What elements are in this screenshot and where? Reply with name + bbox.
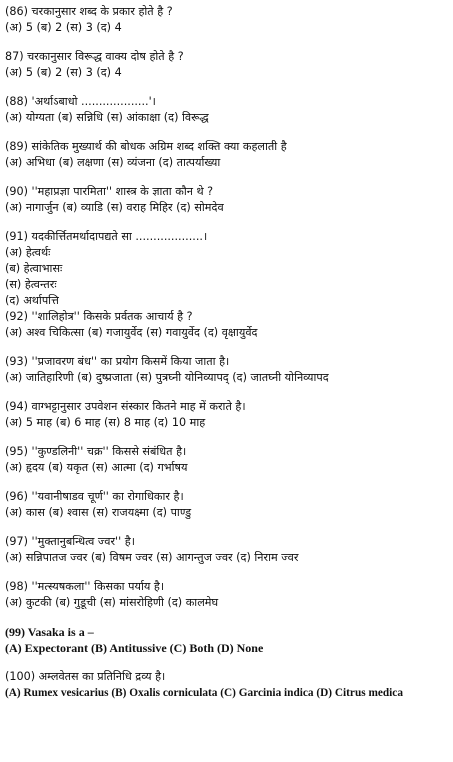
question-87 [5, 49, 451, 81]
answer-options: (A) Rumex vesicarius (B) Oxalis corniculata (C) Garcinia indica (D) Citrus medica [5, 687, 403, 699]
question-text: (97) ''मुक्तानुबन्धित्व ज्वर'' है। [5, 535, 135, 548]
question-89 [5, 139, 451, 171]
answer-options: (A) Expectorant (B) Antitussive (C) Both (D) None [5, 641, 264, 655]
answer-options: (अ) जातिहारिणी (ब) दुष्प्रजाता (स) पुत्रघ्नी योनिव्यापद् (द) जातघ्नी योनिव्यापद [5, 371, 329, 384]
question-88 [5, 94, 451, 126]
question-text: (93) ''प्रजावरण बंध'' का प्रयोग किसमें किया जाता है। [5, 355, 230, 368]
question-91 [5, 229, 451, 309]
question-92 [5, 309, 451, 341]
question-text: (99) Vasaka is a – [5, 625, 94, 639]
answer-options: (अ) योग्यता (ब) सन्निधि (स) आंकाक्षा (द) विरूद्ध [5, 111, 209, 124]
question-text: (89) सांकेतिक मुख्यार्थ की बोधक अग्रिम शब्द शक्ति क्या कहलाती है [5, 140, 287, 153]
answer-options: (अ) अभिधा (ब) लक्षणा (स) व्यंजना (द) तात्पर्याख्या [5, 156, 221, 169]
question-94 [5, 399, 451, 431]
question-text: (90) ''महाप्रज्ञा पारमिता'' शास्त्र के ज्ञाता कौन थे ? [5, 185, 214, 198]
question-text: (94) वाग्भट्टानुसार उपवेशन संस्कार कितने माह में कराते है। [5, 400, 246, 413]
question-text: (86) चरकानुसार शब्द के प्रकार होते है ? [5, 5, 173, 18]
question-text: (91) यदकीर्त्तितमर्थादापद्यते सा ...................। [5, 230, 208, 243]
answer-options: (अ) अश्व चिकित्सा (ब) गजायुर्वेद (स) गवायुर्वेद (द) वृक्षायुर्वेद [5, 326, 258, 339]
question-86 [5, 4, 451, 36]
question-text: (96) ''यवानीषाडव चूर्ण'' का रोगाधिकार है। [5, 490, 184, 503]
answer-options: (अ) हृदय (ब) यकृत (स) आत्मा (द) गर्भाषय [5, 461, 188, 474]
answer-option-c: (स) हेत्वन्तरः [5, 278, 57, 291]
answer-option-a: (अ) हेत्वर्थः [5, 246, 51, 259]
question-93 [5, 354, 451, 386]
question-text: (100) अम्लवेतस का प्रतिनिधि द्रव्य है। [5, 670, 166, 683]
question-99 [5, 624, 451, 656]
answer-options: (अ) 5 (ब) 2 (स) 3 (द) 4 [5, 21, 122, 34]
question-96 [5, 489, 451, 521]
answer-options: (अ) 5 माह (ब) 6 माह (स) 8 माह (द) 10 माह [5, 416, 206, 429]
answer-options: (अ) सन्निपातज ज्वर (ब) विषम ज्वर (स) आगन्तुज ज्वर (द) निराम ज्वर [5, 551, 299, 564]
question-text: (92) ''शालिहोत्र'' किसके प्रर्वतक आचार्य है ? [5, 310, 193, 323]
question-text: (95) ''कुण्डलिनी'' चक्र'' किससे संबंधित है। [5, 445, 187, 458]
answer-options: (अ) 5 (ब) 2 (स) 3 (द) 4 [5, 66, 122, 79]
answer-option-b: (ब) हेत्वाभासः [5, 262, 63, 275]
answer-options: (अ) नागार्जुन (ब) व्याडि (स) वराह मिहिर (द) सोमदेव [5, 201, 224, 214]
question-sheet [5, 4, 451, 701]
question-98 [5, 579, 451, 611]
question-text: (98) ''मत्स्यषकला'' किसका पर्याय है। [5, 580, 165, 593]
answer-option-d: (द) अर्थापत्ति [5, 294, 59, 307]
answer-options: (अ) कुटकी (ब) गुडूची (स) मांसरोहिणी (द) कालमेघ [5, 596, 219, 609]
question-text: 87) चरकानुसार विरूद्ध वाक्य दोष होते है ? [5, 50, 184, 63]
question-95 [5, 444, 451, 476]
question-text: (88) 'अर्थाऽबाधो ...................'। [5, 95, 156, 108]
answer-options: (अ) कास (ब) श्वास (स) राजयक्ष्मा (द) पाण्डु [5, 506, 192, 519]
question-100 [5, 669, 451, 701]
question-97 [5, 534, 451, 566]
question-90 [5, 184, 451, 216]
